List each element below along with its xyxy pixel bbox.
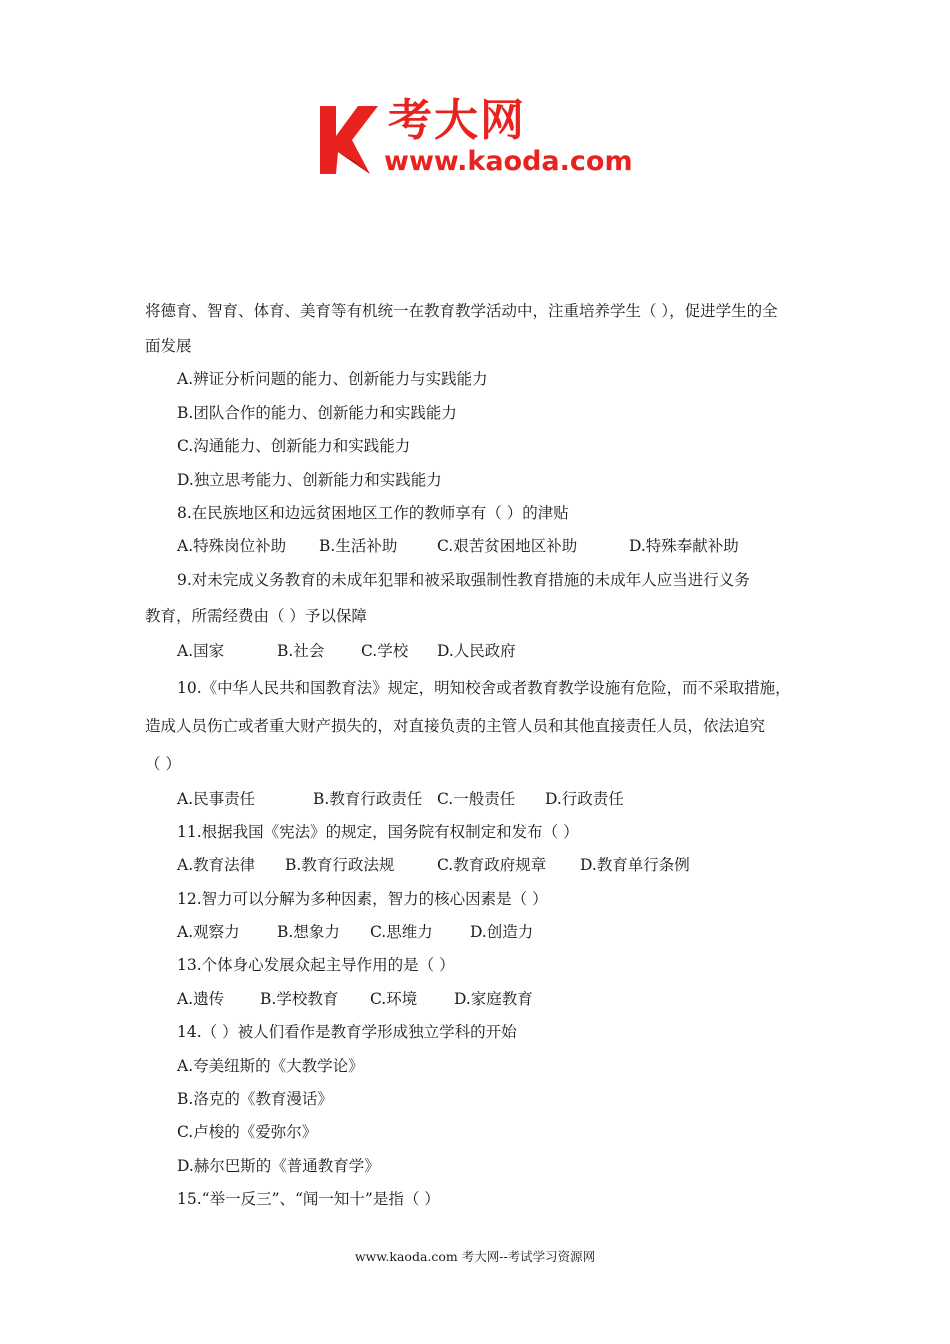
q15-text: 15.“举一反三”、“闻一知十”是指（ ） — [177, 1190, 440, 1209]
q8-option-a: A.特殊岗位补助 — [177, 537, 287, 556]
q10-options — [145, 783, 815, 816]
q9-option-a: A.国家 — [177, 642, 225, 661]
q12-option-d: D.创造力 — [470, 923, 534, 942]
q7-text-cont: 面发展 — [145, 337, 192, 355]
q9-option-d: D.人民政府 — [437, 642, 516, 661]
q11-option-c: C.教育政府规章 — [437, 856, 547, 875]
q9-option-c: C.学校 — [361, 642, 409, 661]
q10-text-cont2: （ ） — [145, 754, 181, 773]
q13-option-d: D.家庭教育 — [454, 989, 533, 1008]
q9-text-cont: 教育，所需经费由（ ）予以保障 — [145, 607, 367, 626]
q14-option-d: D.赫尔巴斯的《普通教育学》 — [177, 1156, 380, 1175]
q13-option-c: C.环境 — [370, 989, 418, 1008]
q11-option-a: A.教育法律 — [177, 856, 256, 875]
q12-option-b: B.想象力 — [277, 923, 340, 942]
q7-option-c: C.沟通能力、创新能力和实践能力 — [177, 437, 411, 456]
q12-option-c: C.思维力 — [370, 923, 433, 942]
q12-text: 12.智力可以分解为多种因素，智力的核心因素是（ ） — [177, 889, 548, 908]
q7-option-a: A.辨证分析问题的能力、创新能力与实践能力 — [177, 370, 488, 389]
q13-option-a: A.遗传 — [177, 989, 225, 1008]
q10-option-c: C.一般责任 — [437, 789, 516, 808]
q8-text: 8.在民族地区和边远贫困地区工作的教师享有（ ）的津贴 — [177, 503, 569, 522]
q8-options — [145, 530, 815, 563]
logo-text-cn: 考大网 — [388, 95, 526, 146]
q10-option-a: A.民事责任 — [177, 789, 256, 808]
q8-option-d: D.特殊奉献补助 — [629, 537, 739, 556]
q14-option-c: C.卢梭的《爱弥尔》 — [177, 1123, 318, 1142]
page-footer: www.kaoda.com 考大网--考试学习资源网 — [354, 1249, 596, 1264]
logo-url: www.kaoda.com — [384, 146, 633, 177]
q10-option-d: D.行政责任 — [545, 789, 624, 808]
site-logo — [318, 96, 638, 180]
q13-text: 13.个体身心发展众起主导作用的是（ ） — [177, 956, 455, 975]
q7-text: 将德育、智育、体育、美育等有机统一在教育教学活动中，注重培养学生（ ），促进学生的全 — [145, 302, 778, 320]
q8-option-b: B.生活补助 — [319, 537, 398, 556]
k-logo-icon — [318, 102, 384, 178]
q11-options — [145, 849, 815, 882]
q9-text: 9.对未完成义务教育的未成年犯罪和被采取强制性教育措施的未成年人应当进行义务 — [177, 570, 750, 589]
q11-option-d: D.教育单行条例 — [580, 856, 690, 875]
q7-option-b: B.团队合作的能力、创新能力和实践能力 — [177, 403, 457, 422]
q13-option-b: B.学校教育 — [260, 989, 339, 1008]
q11-text: 11.根据我国《宪法》的规定，国务院有权制定和发布（ ） — [177, 822, 579, 841]
document-body — [145, 292, 815, 1217]
q9-options — [145, 635, 815, 668]
q13-options — [145, 983, 815, 1016]
q11-option-b: B.教育行政法规 — [285, 856, 395, 875]
q12-options — [145, 916, 815, 949]
q14-text: 14.（ ）被人们看作是教育学形成独立学科的开始 — [177, 1023, 517, 1042]
q12-option-a: A.观察力 — [177, 923, 240, 942]
q10-text-cont: 造成人员伤亡或者重大财产损失的，对直接负责的主管人员和其他直接责任人员，依法追究 — [145, 716, 766, 735]
q10-text: 10.《中华人民共和国教育法》规定，明知校舍或者教育教学设施有危险，而不采取措施， — [177, 678, 791, 697]
q10-option-b: B.教育行政责任 — [313, 789, 423, 808]
q8-option-c: C.艰苦贫困地区补助 — [437, 537, 578, 556]
q14-option-a: A.夸美纽斯的《大教学论》 — [177, 1056, 364, 1075]
q7-option-d: D.独立思考能力、创新能力和实践能力 — [177, 470, 442, 489]
q9-option-b: B.社会 — [277, 642, 325, 661]
q14-option-b: B.洛克的《教育漫话》 — [177, 1090, 333, 1109]
